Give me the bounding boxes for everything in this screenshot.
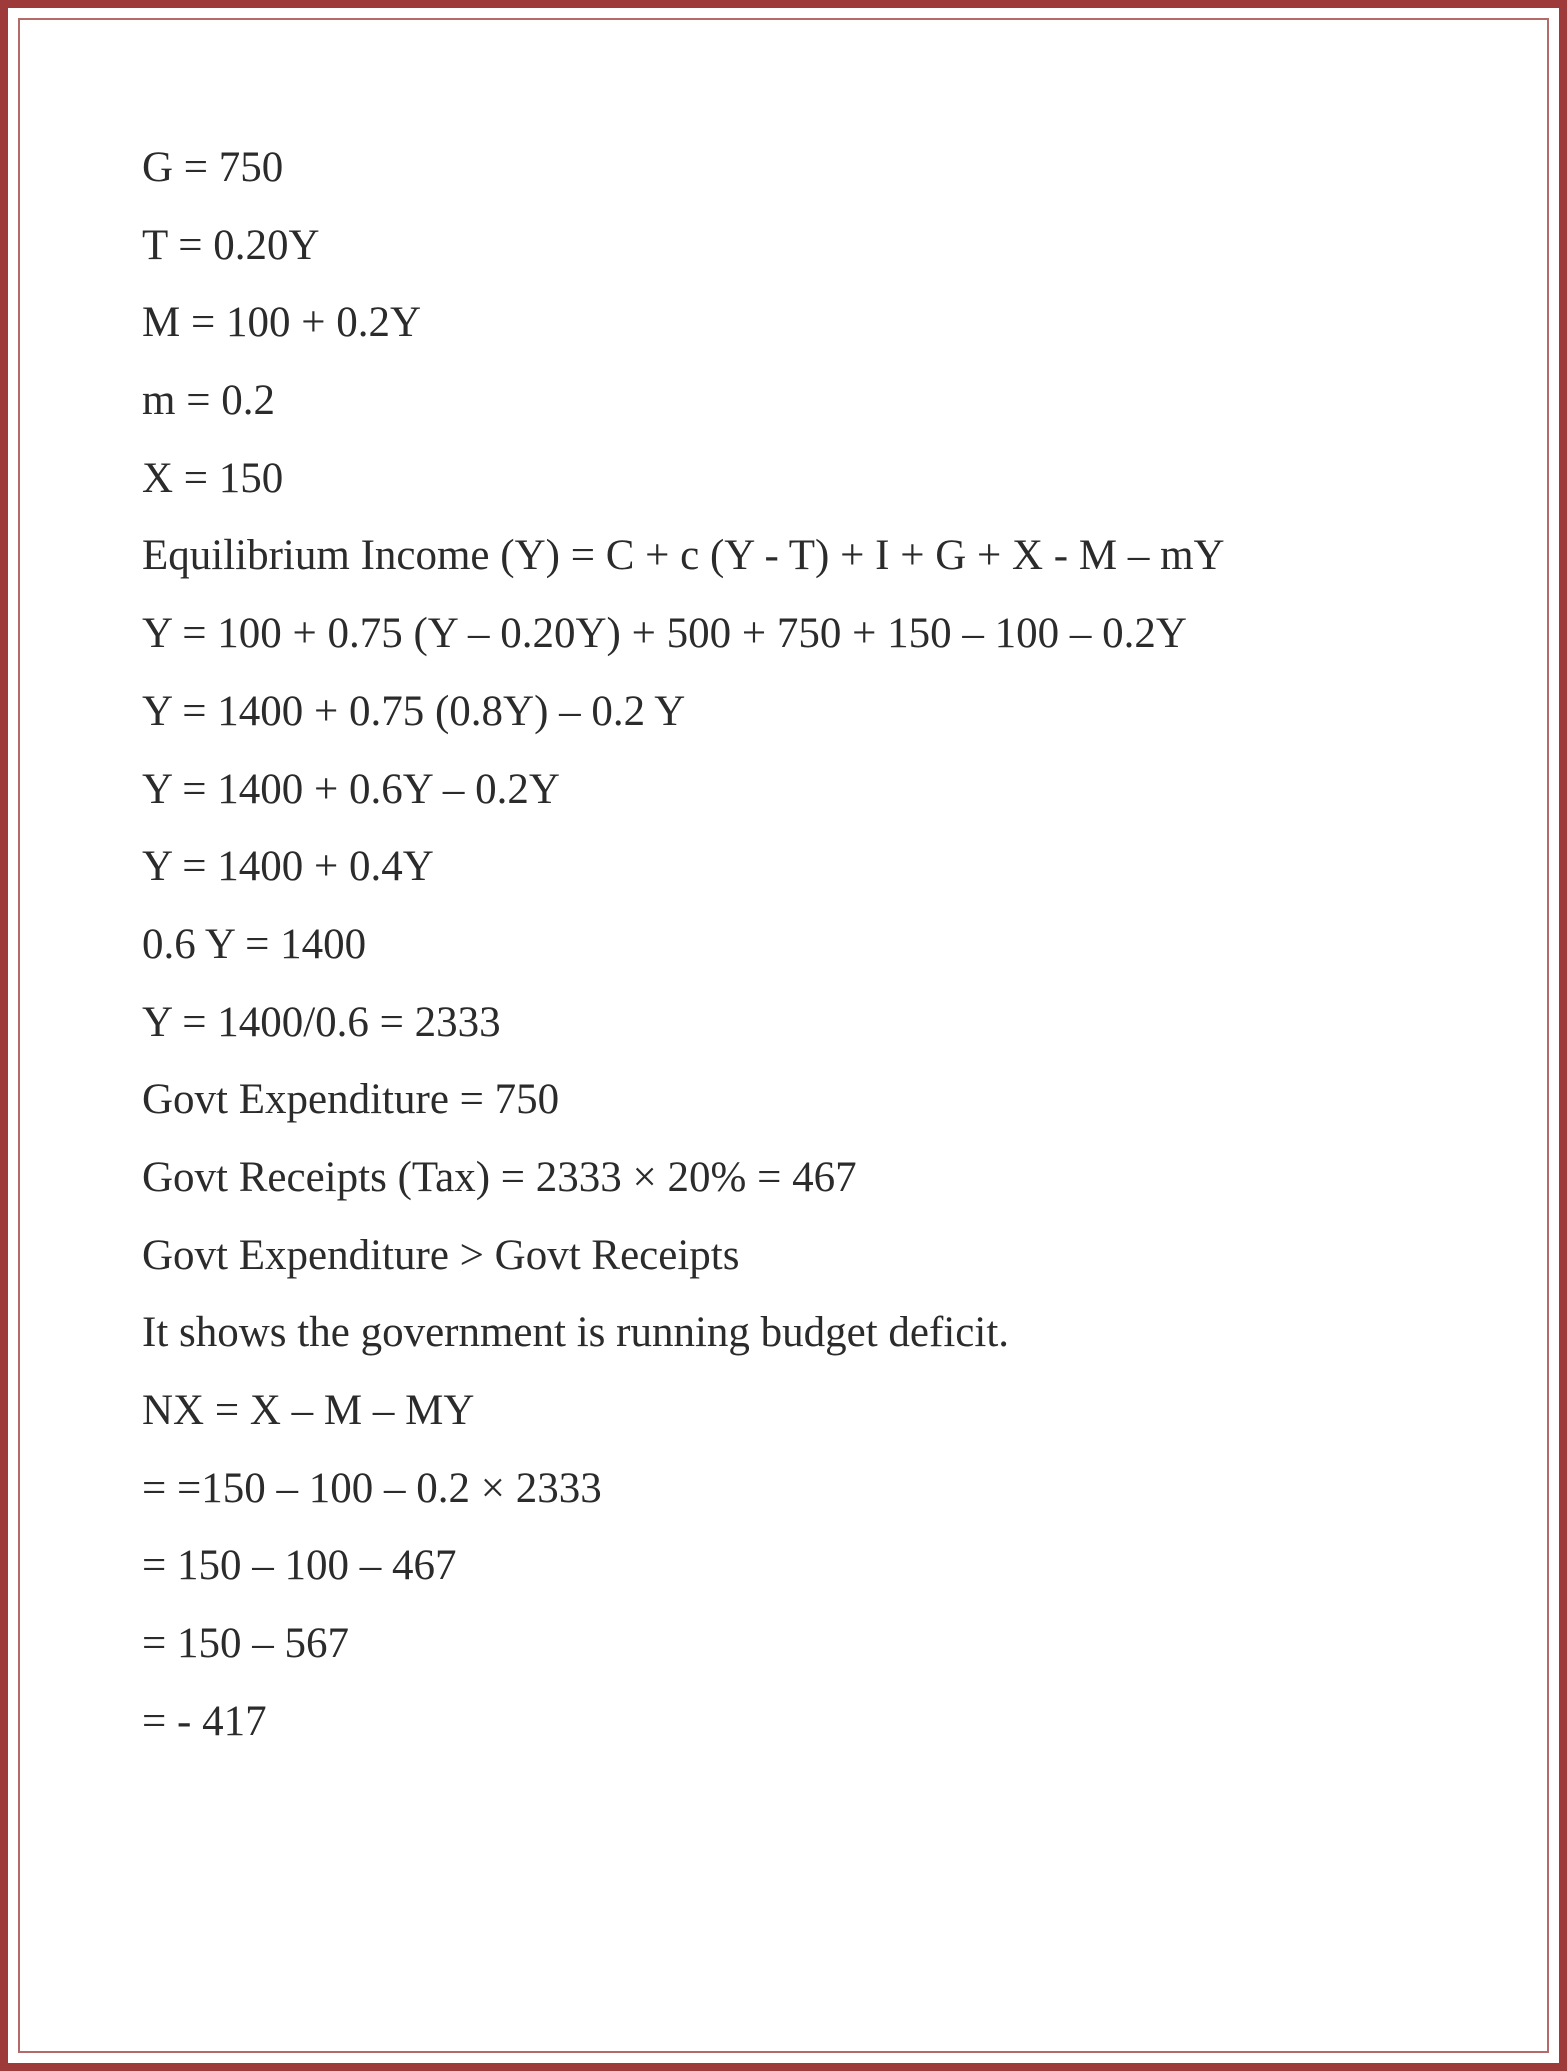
equation-line: Govt Expenditure = 750	[142, 1076, 560, 1124]
equation-line: T = 0.20Y	[142, 221, 320, 269]
equation-line: Y = 1400 + 0.6Y – 0.2Y	[142, 765, 560, 813]
equation-line: Equilibrium Income (Y) = C + c (Y - T) + I + G + X - M – mY	[142, 532, 1225, 580]
equation-line: Y = 1400 + 0.75 (0.8Y) – 0.2 Y	[142, 687, 686, 735]
equation-line: Y = 1400 + 0.4Y	[142, 843, 434, 891]
conclusion-line: It shows the government is running budget deficit.	[142, 1309, 1010, 1357]
equation-line: Govt Expenditure > Govt Receipts	[142, 1231, 740, 1279]
equation-line: G = 750	[142, 144, 284, 191]
equation-line: M = 100 + 0.2Y	[142, 299, 422, 347]
equation-line: Y = 100 + 0.75 (Y – 0.20Y) + 500 + 750 + 150 – 100 – 0.2Y	[142, 610, 1187, 658]
equation-line: = =150 – 100 – 0.2 × 2333	[142, 1464, 602, 1512]
equation-line: Govt Receipts (Tax) = 2333 × 20% = 467	[142, 1153, 857, 1201]
equation-line: NX = X – M – MY	[142, 1387, 475, 1434]
equation-line: m = 0.2	[142, 377, 275, 425]
equation-line: Y = 1400/0.6 = 2333	[142, 998, 501, 1046]
equation-line: 0.6 Y = 1400	[142, 920, 367, 968]
solution-text	[142, 140, 1522, 1771]
equation-line: = 150 – 567	[142, 1620, 350, 1668]
equation-line: = 150 – 100 – 467	[142, 1542, 457, 1590]
equation-line: = - 417	[142, 1697, 267, 1745]
equation-line: X = 150	[142, 454, 284, 502]
